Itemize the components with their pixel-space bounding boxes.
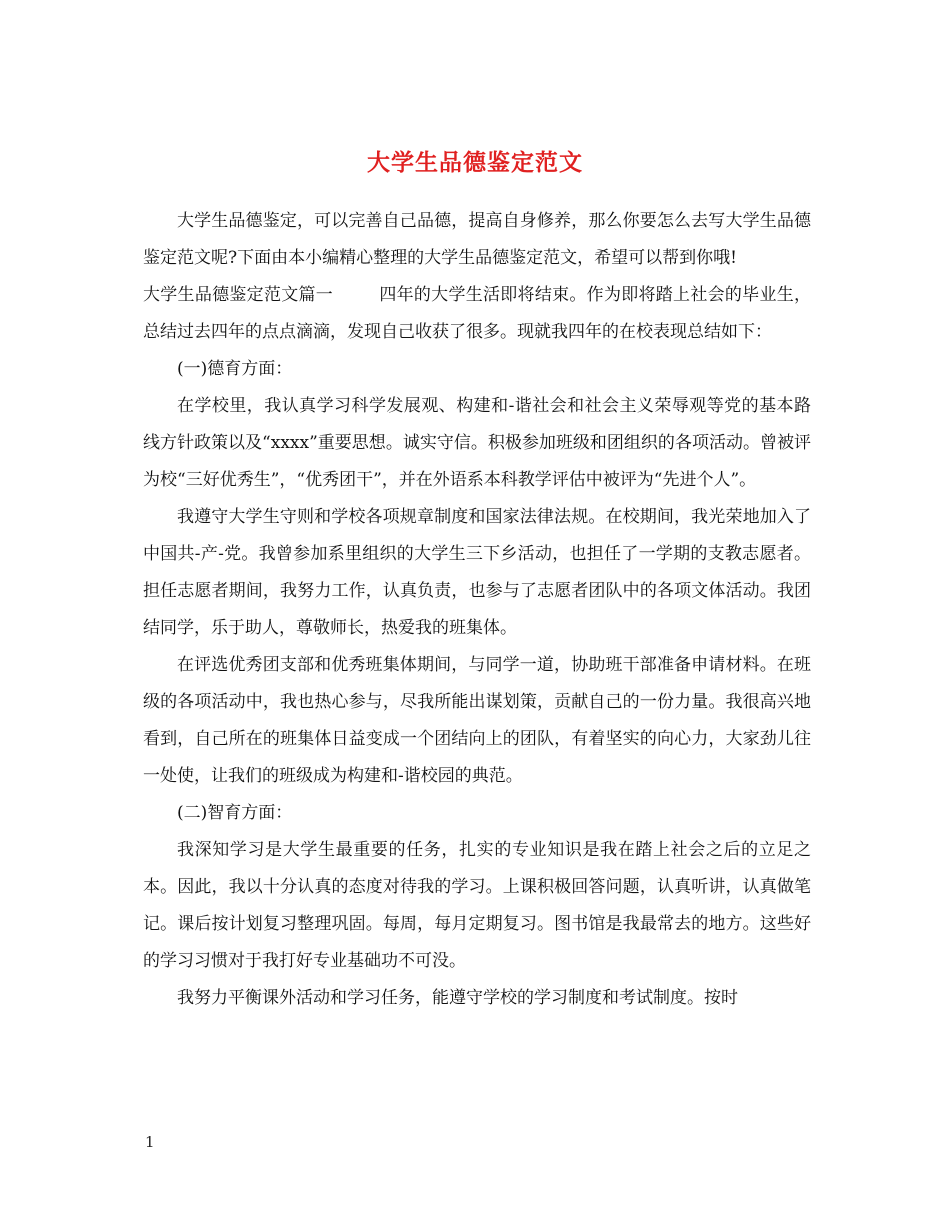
moral-education-paragraph-1: 在学校里，我认真学习科学发展观、构建和-谐社会和社会主义荣辱观等党的基本路线方针政策以及“xxxx”重要思想。诚实守信。积极参加班级和团组织的各项活动。曾被评为校“三好优秀生”，“优秀团干”，并在外语系本科教学评估中被评为“先进个人”。 [143, 396, 811, 490]
intellectual-education-paragraph-2: 我努力平衡课外活动和学习任务，能遵守学校的学习制度和考试制度。按时 [177, 988, 738, 1008]
moral-education-paragraph-2: 我遵守大学生守则和学校各项规章制度和国家法律法规。在校期间，我光荣地加入了中国共-产-党。我曾参加系里组织的大学生三下乡活动，也担任了一学期的支教志愿者。担任志愿者期间，我努力工作，认真负责，也参与了志愿者团队中的各项文体活动。我团结同学，乐于助人，尊敬师长，热爱我的班集体。 [143, 507, 811, 638]
section-1-heading: 大学生品德鉴定范文篇一 [143, 285, 334, 305]
intellectual-education-heading: (二)智育方面： [177, 803, 293, 823]
section-1-intro: 四年的大学生活即将结束。作为即将踏上社会的毕业生，总结过去四年的点点滴滴，发现自己收获了很多。现就我四年的在校表现总结如下： [143, 285, 812, 342]
intellectual-education-paragraph-1: 我深知学习是大学生最重要的任务，扎实的专业知识是我在踏上社会之后的立足之本。因此，我以十分认真的态度对待我的学习。上课积极回答问题，认真听讲，认真做笔记。课后按计划复习整理巩固。每周，每月定期复习。图书馆是我最常去的地方。这些好的学习习惯对于我打好专业基础功不可没。 [143, 840, 811, 971]
document-body [143, 203, 811, 1017]
document-title: 大学生品德鉴定范文 [367, 149, 583, 177]
moral-education-heading: (一)德育方面： [177, 359, 293, 379]
page-number: 1 [145, 1133, 155, 1151]
intro-paragraph: 大学生品德鉴定，可以完善自己品德，提高自身修养，那么你要怎么去写大学生品德鉴定范文呢?下面由本小编精心整理的大学生品德鉴定范文，希望可以帮到你哦! [143, 211, 811, 268]
moral-education-paragraph-3: 在评选优秀团支部和优秀班集体期间，与同学一道，协助班干部准备申请材料。在班级的各项活动中，我也热心参与，尽我所能出谋划策，贡献自己的一份力量。我很高兴地看到，自己所在的班集体日益变成一个团结向上的团队，有着坚实的向心力，大家劲儿往一处使，让我们的班级成为构建和-谐校园的典范。 [143, 655, 811, 786]
section-1-paragraph [143, 277, 811, 351]
